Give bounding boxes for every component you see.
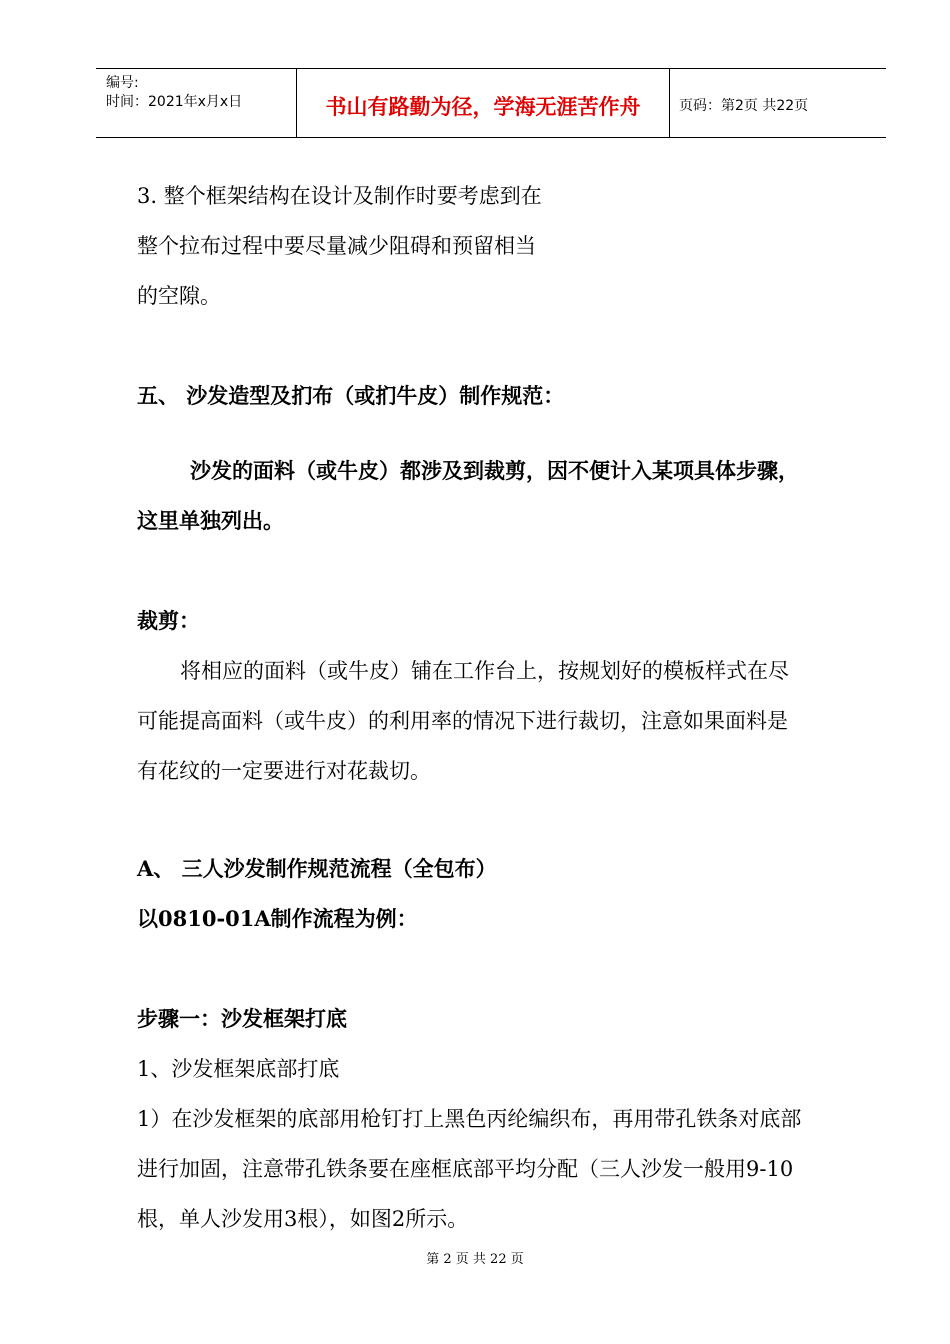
- page-footer: 第 2 页 共 22 页: [426, 1252, 524, 1267]
- step-heading: 步骤一：沙发框架打底: [137, 1006, 347, 1031]
- paragraph-line: 1）在沙发框架的底部用枪钉打上黑色丙纶编织布，再用带孔铁条对底部: [137, 1107, 802, 1131]
- paragraph-line: 3. 整个框架结构在设计及制作时要考虑到在: [137, 184, 542, 208]
- intro-line: 这里单独列出。: [137, 508, 284, 533]
- header-page-label: 页码：第2页 共22页: [679, 98, 809, 114]
- paragraph-line: 根，单人沙发用3根），如图2所示。: [137, 1207, 469, 1231]
- paragraph-line: 将相应的面料（或牛皮）铺在工作台上，按规划好的模板样式在尽: [180, 659, 789, 683]
- time-label: 时间：2021年x月x日: [106, 94, 243, 110]
- paragraph-line: 进行加固，注意带孔铁条要在座框底部平均分配（三人沙发一般用9-10: [137, 1157, 794, 1181]
- example-heading: 以0810-01A制作流程为例：: [137, 906, 418, 931]
- header-motto-cell: [296, 69, 670, 137]
- step-subheading: 1、沙发框架底部打底: [137, 1057, 340, 1081]
- section-heading: A、 三人沙发制作规范流程（全包布）: [137, 856, 497, 881]
- motto-text: 书山有路勤为径，学海无涯苦作舟: [325, 95, 641, 119]
- intro-line: 沙发的面料（或牛皮）都涉及到裁剪，因不便计入某项具体步骤，: [190, 458, 799, 483]
- page-header: [96, 68, 886, 138]
- paragraph-line: 有花纹的一定要进行对花裁切。: [137, 759, 431, 783]
- code-label: 编号:: [106, 75, 139, 91]
- paragraph-line: 可能提高面料（或牛皮）的利用率的情况下进行裁切，注意如果面料是: [137, 709, 788, 733]
- paragraph-line: 的空隙。: [137, 284, 221, 308]
- cut-heading: 裁剪：: [137, 608, 200, 633]
- section-heading: 五、 沙发造型及扪布（或扪牛皮）制作规范：: [137, 383, 565, 408]
- header-meta-cell: [96, 69, 296, 137]
- header-page-cell: [669, 69, 886, 137]
- paragraph-line: 整个拉布过程中要尽量减少阻碍和预留相当: [137, 234, 536, 258]
